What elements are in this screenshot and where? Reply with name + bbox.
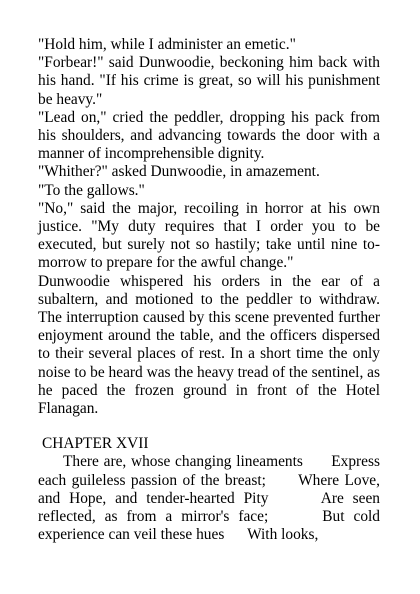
paragraph: "Whither?" asked Dunwoodie, in amazement. <box>38 163 320 181</box>
paragraph: "Hold him, while I administer an emetic." <box>38 36 296 53</box>
chapter-heading: CHAPTER XVII <box>42 435 149 453</box>
paragraph: "Lead on," cried the peddler, dropping his pack from his shoulders, and advancing towards the door with a manner of incomprehensible dignity. <box>38 108 380 163</box>
paragraph: "Forbear!" said Dunwoodie, beckoning him back with his hand. "If his crime is great, so will his punishment be heavy." <box>38 54 380 108</box>
section-gap <box>38 418 380 435</box>
paragraph: "No," said the major, recoiling in horror at his own justice. "My duty requires that I order you to be executed, but surely not so hastily; take until nine to-morrow to prepare for the awful change." <box>38 199 380 272</box>
poem-epigraph: There are, whose changing lineaments Express each guileless passion of the breast; Where Love, and Hope, and tender-hearted Pity Are seen reflected, as from a mirror's face; But cold experience can veil these hues With looks, <box>38 453 384 544</box>
paragraph: Dunwoodie whispered his orders in the ear of a subaltern, and motioned to the peddler to withdraw. The interruption caused by this scene prevented further enjoyment around the table, and the officers dispersed to their several places of rest. In a short time the only noise to be heard was the heavy tread of the sentinel, as he paced the frozen ground in front of the Hotel Flanagan. <box>38 272 380 418</box>
paragraph: "To the gallows." <box>38 181 145 199</box>
document-page <box>38 36 384 544</box>
